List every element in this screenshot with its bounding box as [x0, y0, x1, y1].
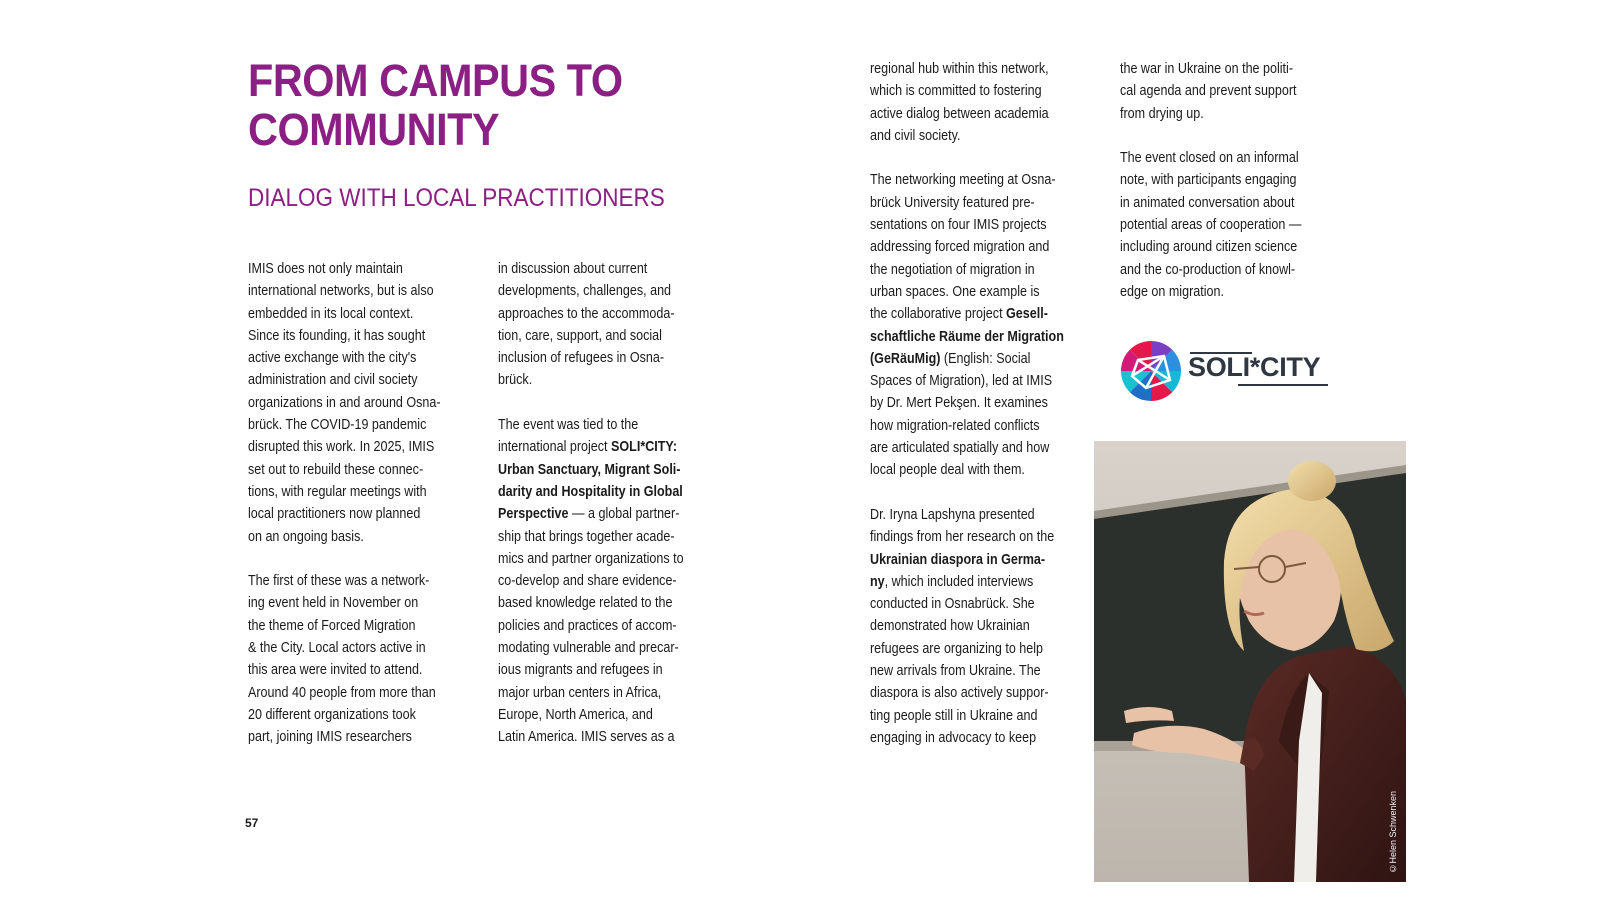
paragraph-text: (English: Social Spaces of Migration), led at IMIS by Dr. Mert Pekşen. It examines how migration-related conflicts are articulated spatially and how local people deal with them.: [870, 350, 1053, 479]
paragraph-text: — a global partner- ship that brings together acade- mics and partner organizations to co-develop and share evidence- based knowledge related to the policies and practices of accom- modating vulnerable and precar- ious migrants and refugees in major urban centers in Africa, Europe, North America, and Latin America. IMIS serves as a: [498, 506, 684, 746]
paragraph: [870, 169, 1076, 481]
paragraph: The first of these was a network- ing event held in November on the theme of Forced Migration & the City. Local actors active in this area were invited to attend. Around 40 people from more than 20 different organizations took part, joining IMIS researchers: [248, 573, 436, 746]
page-title: [248, 56, 623, 154]
paragraph: The event closed on an informal note, with participants engaging in animated conversation about potential areas of cooperation — including around citizen science and the co-production of knowl- edge on migration.: [1120, 150, 1302, 300]
paragraph: in discussion about current developments, challenges, and approaches to the accommoda- tion, care, support, and social inclusion of refugees in Osna- brück.: [498, 261, 675, 389]
text-column-2: [498, 258, 704, 749]
logo-rule: [1238, 384, 1328, 386]
project-name-solicity: SOLI*CITY: Urban Sanctuary, Migrant Soli- darity and Hospitality in Global Perspective: [498, 439, 683, 523]
photo-credit: ©Helen Schwenken: [1388, 791, 1398, 874]
text-column-3: [870, 58, 1076, 749]
solicity-logo: [1120, 338, 1335, 402]
logo-wordmark: SOLI*CITY: [1188, 352, 1321, 382]
paragraph: [498, 414, 704, 748]
solicity-logo-icon: [1120, 340, 1182, 402]
paragraph-text: , which included interviews conducted in Osnabrück. She demonstrated how Ukrainian refugees are organizing to help new arrivals from Ukraine. The diaspora is also actively suppor- ting people still in Ukraine and engaging in advocacy to keep: [870, 573, 1049, 746]
paragraph: regional hub within this network, which is committed to fostering active dialog between academia and civil society.: [870, 61, 1049, 144]
research-topic: Ukrainian diaspora in Germa- ny: [870, 551, 1046, 590]
paragraph-text: Dr. Iryna Lapshyna presented findings from her research on the: [870, 506, 1055, 546]
title-line-1: FROM CAMPUS TO: [248, 55, 623, 106]
speaker-photo: [1094, 441, 1406, 882]
paragraph: [870, 504, 1076, 749]
project-name-geraeumig: Gesell- schaftliche Räume der Migration (GeRäuMig): [870, 306, 1064, 367]
text-column-1: [248, 258, 454, 749]
speaker-photo-illustration: [1094, 441, 1406, 882]
paragraph-text: The event was tied to the international project: [498, 417, 639, 456]
paragraph-text: The networking meeting at Osna- brück University featured pre- sentations on four IMIS projects addressing forced migration and the negotiation of migration in urban spaces. One example is the collaborative project: [870, 172, 1056, 323]
paragraph: IMIS does not only maintain international networks, but is also embedded in its local context. Since its founding, it has sought active exchange with the city's administration and civil society organizations in and around Osna- brück. The COVID-19 pandemic disrupted this work. In 2025, IMIS set out to rebuild these connec- tions, with regular meetings with local practitioners now planned on an ongoing basis.: [248, 261, 441, 545]
paragraph: the war in Ukraine on the politi- cal agenda and prevent support from drying up.: [1120, 61, 1297, 122]
text-column-4: [1120, 58, 1326, 303]
page-number: 57: [245, 816, 259, 830]
title-line-2: COMMUNITY: [248, 104, 500, 155]
section-subtitle: DIALOG WITH LOCAL PRACTITIONERS: [248, 184, 665, 212]
